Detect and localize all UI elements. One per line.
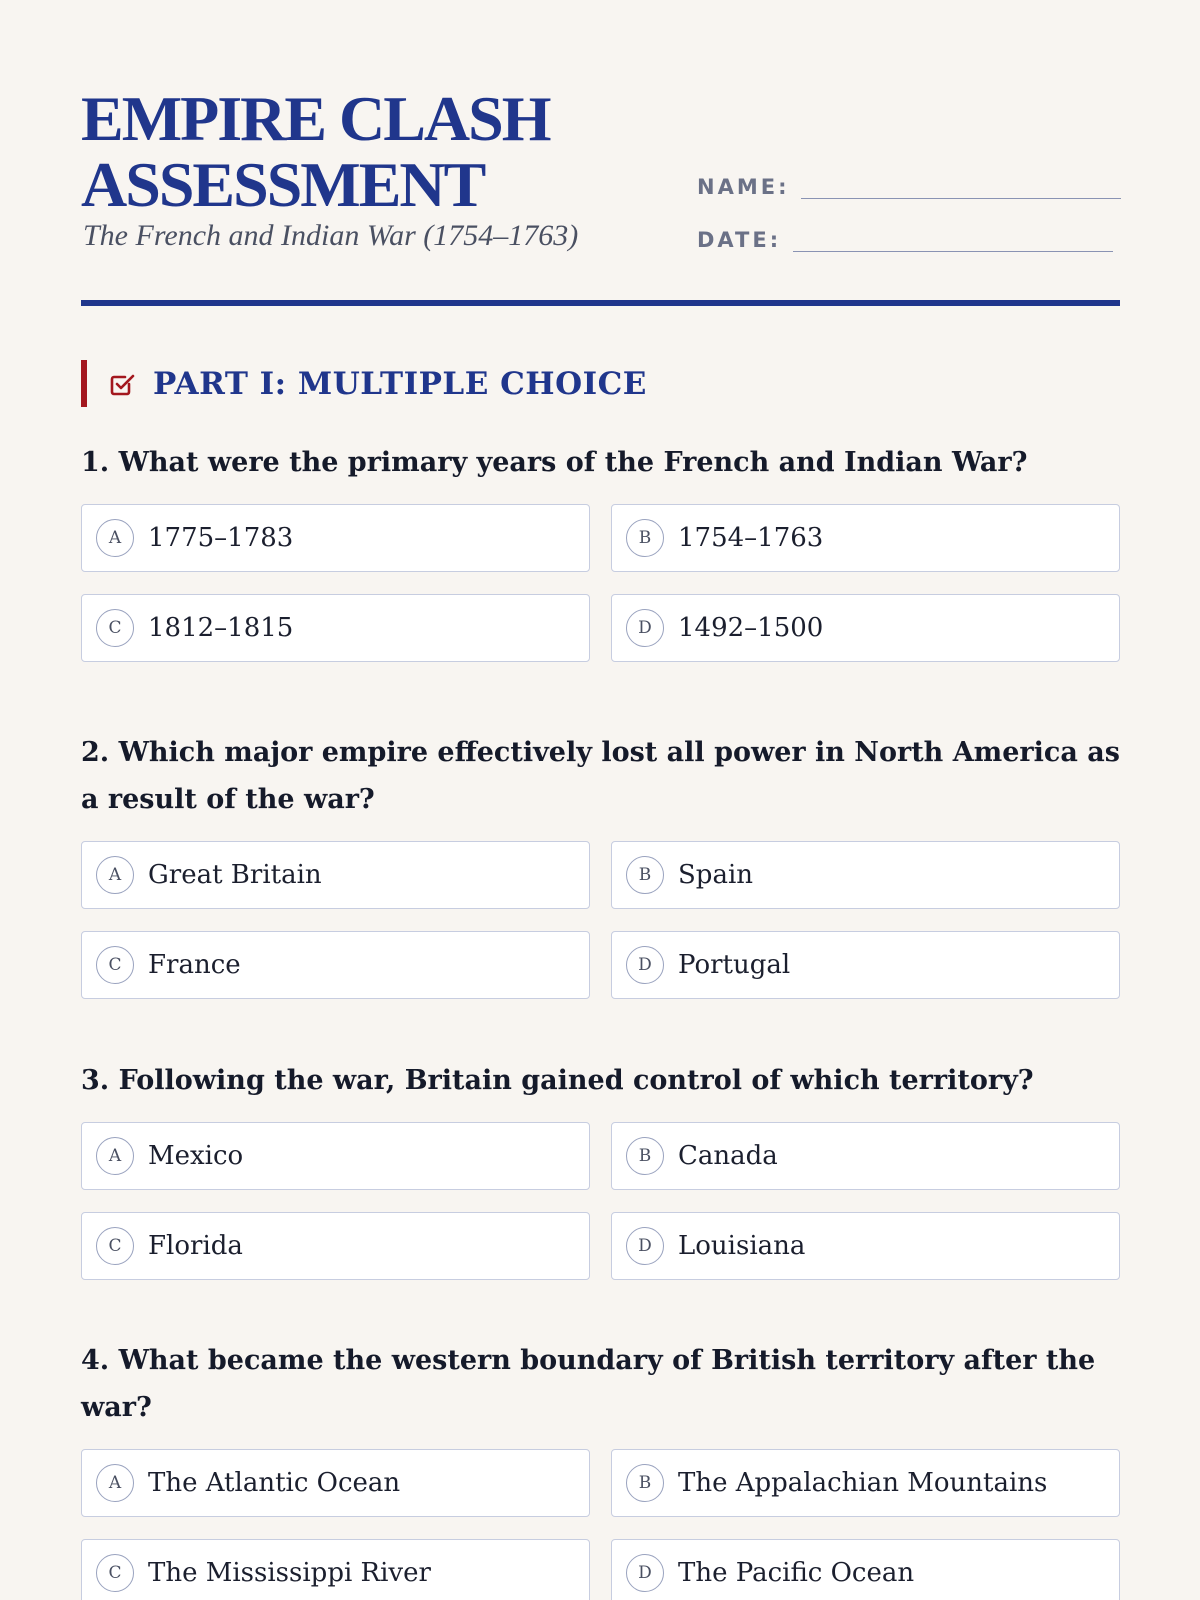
option-b[interactable] xyxy=(611,504,1120,572)
option-text: Canada xyxy=(678,1141,778,1171)
option-letter: A xyxy=(96,856,134,894)
option-text: 1812–1815 xyxy=(148,613,294,643)
option-letter: A xyxy=(96,519,134,557)
option-letter: C xyxy=(96,1554,134,1592)
question-3 xyxy=(81,1057,1120,1280)
option-c[interactable] xyxy=(81,931,590,999)
page-title xyxy=(81,83,550,220)
option-letter: C xyxy=(96,609,134,647)
option-a[interactable] xyxy=(81,1449,590,1517)
question-text: 3. Following the war, Britain gained control of which territory? xyxy=(81,1065,1034,1096)
answer-options xyxy=(81,1449,1120,1600)
question-text: 1. What were the primary years of the French and Indian War? xyxy=(81,447,1028,478)
option-letter: B xyxy=(626,519,664,557)
question-text: 2. Which major empire effectively lost all power in North America as a result of the war? xyxy=(81,737,1120,815)
option-c[interactable] xyxy=(81,1539,590,1600)
option-b[interactable] xyxy=(611,841,1120,909)
option-text: 1754–1763 xyxy=(678,523,824,553)
header xyxy=(81,0,1120,308)
option-letter: C xyxy=(96,1227,134,1265)
question-2 xyxy=(81,729,1120,999)
option-text: France xyxy=(148,950,241,980)
option-text: The Appalachian Mountains xyxy=(678,1468,1048,1498)
option-c[interactable] xyxy=(81,594,590,662)
option-letter: D xyxy=(626,1554,664,1592)
option-text: Portugal xyxy=(678,950,791,980)
option-b[interactable] xyxy=(611,1449,1120,1517)
option-a[interactable] xyxy=(81,841,590,909)
answer-options xyxy=(81,841,1120,999)
option-letter: D xyxy=(626,946,664,984)
option-text: The Mississippi River xyxy=(148,1558,431,1588)
page-subtitle: The French and Indian War (1754–1763) xyxy=(83,219,579,252)
option-text: 1775–1783 xyxy=(148,523,294,553)
option-letter: B xyxy=(626,856,664,894)
option-text: The Atlantic Ocean xyxy=(148,1468,401,1498)
question-4 xyxy=(81,1337,1120,1600)
date-input-line[interactable] xyxy=(793,226,1113,252)
name-label: NAME: xyxy=(697,175,790,199)
option-letter: D xyxy=(626,609,664,647)
option-d[interactable] xyxy=(611,1539,1120,1600)
title-line-2: ASSESSMENT xyxy=(81,149,485,220)
date-label: DATE: xyxy=(697,228,782,252)
section-heading xyxy=(81,360,647,407)
checkbox-check-icon xyxy=(107,369,137,399)
option-letter: B xyxy=(626,1137,664,1175)
section-title: PART I: MULTIPLE CHOICE xyxy=(153,365,647,402)
answer-options xyxy=(81,504,1120,662)
title-line-1: EMPIRE CLASH xyxy=(81,83,550,154)
option-letter: A xyxy=(96,1464,134,1502)
option-text: Spain xyxy=(678,860,754,890)
option-a[interactable] xyxy=(81,1122,590,1190)
option-text: Mexico xyxy=(148,1141,244,1171)
option-c[interactable] xyxy=(81,1212,590,1280)
question-1 xyxy=(81,439,1120,662)
option-b[interactable] xyxy=(611,1122,1120,1190)
option-d[interactable] xyxy=(611,1212,1120,1280)
option-text: Louisiana xyxy=(678,1231,806,1261)
section-accent-bar xyxy=(81,360,87,407)
date-field xyxy=(697,226,1113,252)
option-d[interactable] xyxy=(611,931,1120,999)
option-letter: D xyxy=(626,1227,664,1265)
option-letter: A xyxy=(96,1137,134,1175)
name-field xyxy=(697,173,1121,199)
option-d[interactable] xyxy=(611,594,1120,662)
assessment-page xyxy=(81,0,1120,1588)
option-text: Great Britain xyxy=(148,860,322,890)
answer-options xyxy=(81,1122,1120,1280)
option-letter: C xyxy=(96,946,134,984)
option-a[interactable] xyxy=(81,504,590,572)
header-divider xyxy=(81,300,1120,306)
name-input-line[interactable] xyxy=(801,173,1121,199)
option-text: Florida xyxy=(148,1231,243,1261)
option-text: The Pacific Ocean xyxy=(678,1558,915,1588)
question-text: 4. What became the western boundary of British territory after the war? xyxy=(81,1345,1096,1423)
option-letter: B xyxy=(626,1464,664,1502)
option-text: 1492–1500 xyxy=(678,613,824,643)
